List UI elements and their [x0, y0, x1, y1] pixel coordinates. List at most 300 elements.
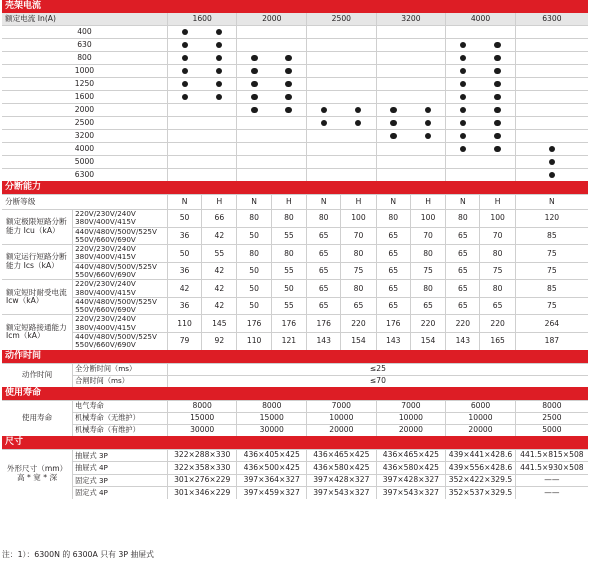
availability-cell — [307, 130, 341, 143]
availability-cell — [341, 91, 376, 104]
dimension-value: 439×556×428.6 — [446, 462, 516, 475]
current-value: 5000 — [2, 156, 167, 169]
availability-cell — [410, 91, 445, 104]
availability-cell — [376, 143, 410, 156]
breaking-value: 80 — [237, 245, 271, 263]
breaking-value: 145 — [202, 315, 237, 333]
availability-cell — [271, 65, 306, 78]
current-value: 1000 — [2, 65, 167, 78]
availability-cell — [446, 65, 480, 78]
dimension-value: 436×580×425 — [376, 462, 446, 475]
frame-size-header: 3200 — [376, 13, 446, 26]
availability-cell — [410, 39, 445, 52]
breaking-value: 70 — [410, 227, 445, 245]
availability-cell — [271, 104, 306, 117]
availability-cell — [202, 91, 237, 104]
availability-cell — [446, 78, 480, 91]
breaking-value: 36 — [167, 227, 201, 245]
breaking-value: 42 — [202, 262, 237, 280]
availability-dot-icon — [494, 94, 501, 101]
availability-cell — [410, 156, 445, 169]
action-row — [2, 363, 588, 375]
availability-cell — [307, 65, 341, 78]
availability-cell — [307, 104, 341, 117]
availability-dot-icon — [460, 81, 467, 88]
availability-cell — [480, 169, 515, 182]
availability-dot-icon — [549, 146, 556, 153]
availability-dot-icon — [494, 68, 501, 75]
dimension-value: 436×500×425 — [237, 462, 307, 475]
breaking-group-label: 额定短时耐受电流 Icw（kA） — [2, 280, 73, 315]
dimension-value: 439×441×428.6 — [446, 449, 516, 462]
availability-dot-icon — [460, 120, 467, 127]
action-value: ≤70 — [167, 375, 588, 387]
availability-dot-icon — [285, 107, 292, 114]
voltage-range: 220V/230V/240V 380V/400V/415V — [73, 210, 168, 228]
breaking-value: 92 — [202, 332, 237, 349]
availability-cell — [237, 65, 271, 78]
availability-dot-icon — [251, 68, 258, 75]
breaking-value: 50 — [237, 280, 271, 298]
availability-cell — [167, 39, 201, 52]
dimension-value: 441.5×930×508 — [515, 462, 588, 475]
availability-dot-icon — [182, 81, 189, 88]
availability-dot-icon — [425, 120, 432, 127]
current-value: 1250 — [2, 78, 167, 91]
availability-dot-icon — [216, 94, 223, 101]
availability-cell — [167, 65, 201, 78]
availability-cell — [480, 143, 515, 156]
breaking-value: 121 — [271, 332, 306, 349]
availability-cell — [515, 52, 588, 65]
breaking-value: 65 — [446, 262, 480, 280]
frame-size-header: 2500 — [307, 13, 377, 26]
availability-cell — [202, 130, 237, 143]
dimension-label — [2, 449, 73, 499]
availability-dot-icon — [355, 120, 362, 127]
availability-cell — [167, 104, 201, 117]
availability-cell — [202, 52, 237, 65]
breaking-value: 50 — [237, 227, 271, 245]
breaking-group-label: 额定短路接通能力 Icm（kA） — [2, 315, 73, 350]
availability-cell — [341, 169, 376, 182]
availability-cell — [446, 39, 480, 52]
availability-cell — [202, 117, 237, 130]
breaking-value: 154 — [341, 332, 376, 349]
current-row — [2, 65, 588, 78]
breaking-value: 80 — [341, 245, 376, 263]
availability-cell — [237, 78, 271, 91]
breaking-value: 220 — [341, 315, 376, 333]
availability-cell — [167, 156, 201, 169]
breaking-row — [2, 262, 588, 280]
frame-size-header: 2000 — [237, 13, 307, 26]
breaking-level-row — [2, 195, 588, 210]
availability-cell — [307, 39, 341, 52]
breaking-value: 176 — [271, 315, 306, 333]
breaking-value: 80 — [341, 280, 376, 298]
current-value: 2500 — [2, 117, 167, 130]
availability-cell — [271, 117, 306, 130]
availability-cell — [515, 169, 588, 182]
current-value: 800 — [2, 52, 167, 65]
current-row — [2, 52, 588, 65]
dimension-label-line1: 外形尺寸（mm） — [6, 464, 68, 474]
dimension-value: 397×543×327 — [307, 487, 377, 499]
current-row — [2, 143, 588, 156]
dimension-item: 抽屉式 4P — [73, 462, 168, 475]
availability-dot-icon — [425, 133, 432, 140]
breaking-value: 65 — [446, 297, 480, 315]
footnote: 注：1）：6300N 的 6300A 只有 3P 抽屉式 — [2, 550, 154, 559]
availability-dot-icon — [494, 81, 501, 88]
availability-cell — [446, 156, 480, 169]
availability-cell — [410, 104, 445, 117]
availability-cell — [307, 117, 341, 130]
availability-cell — [515, 117, 588, 130]
life-row — [2, 400, 588, 412]
availability-cell — [237, 169, 271, 182]
availability-cell — [480, 52, 515, 65]
availability-dot-icon — [182, 68, 189, 75]
breaking-value: 176 — [237, 315, 271, 333]
availability-dot-icon — [216, 55, 223, 62]
life-item: 电气寿命 — [73, 400, 168, 412]
breaking-value: 65 — [446, 280, 480, 298]
breaking-value: 80 — [307, 210, 341, 228]
section-title: 壳架电流 — [2, 0, 588, 13]
availability-dot-icon — [549, 159, 556, 166]
life-value: 15000 — [167, 412, 237, 424]
life-value: 10000 — [307, 412, 377, 424]
availability-cell — [237, 143, 271, 156]
availability-cell — [202, 104, 237, 117]
availability-cell — [480, 104, 515, 117]
current-value: 630 — [2, 39, 167, 52]
section-header — [2, 387, 588, 401]
availability-cell — [202, 26, 237, 39]
life-value: 8000 — [237, 400, 307, 412]
dimension-item: 固定式 3P — [73, 474, 168, 487]
breaking-value: 70 — [341, 227, 376, 245]
frame-size-header: 4000 — [446, 13, 516, 26]
current-row — [2, 91, 588, 104]
voltage-range: 220V/230V/240V 380V/400V/415V — [73, 245, 168, 263]
availability-dot-icon — [494, 146, 501, 153]
current-row — [2, 78, 588, 91]
breaking-value: 143 — [446, 332, 480, 349]
life-value: 30000 — [167, 424, 237, 436]
current-value: 6300 — [2, 169, 167, 182]
breaking-value: 75 — [515, 262, 588, 280]
breaking-level: H — [271, 195, 306, 210]
availability-cell — [446, 52, 480, 65]
breaking-row — [2, 245, 588, 263]
dimension-row — [2, 487, 588, 499]
dimension-value: 397×364×327 — [237, 474, 307, 487]
current-value: 400 — [2, 26, 167, 39]
breaking-value: 75 — [410, 262, 445, 280]
section-header — [2, 181, 588, 195]
availability-cell — [376, 156, 410, 169]
breaking-value: 65 — [376, 262, 410, 280]
breaking-group-label: 额定极限短路分断能力 Icu（kA） — [2, 210, 73, 245]
availability-cell — [167, 26, 201, 39]
dimension-value: 441.5×815×508 — [515, 449, 588, 462]
voltage-range: 440V/480V/500V/525V 550V/660V/690V — [73, 262, 168, 280]
dimension-value: 436×465×425 — [376, 449, 446, 462]
availability-dot-icon — [216, 68, 223, 75]
availability-cell — [410, 130, 445, 143]
availability-dot-icon — [494, 133, 501, 140]
life-value: 20000 — [376, 424, 446, 436]
breaking-value: 65 — [376, 227, 410, 245]
breaking-value: 80 — [376, 210, 410, 228]
availability-cell — [307, 91, 341, 104]
availability-cell — [307, 52, 341, 65]
breaking-value: 55 — [271, 262, 306, 280]
breaking-value: 42 — [202, 280, 237, 298]
breaking-level: H — [480, 195, 515, 210]
dimension-row — [2, 462, 588, 475]
breaking-value: 110 — [237, 332, 271, 349]
availability-cell — [341, 26, 376, 39]
breaking-level: N — [515, 195, 588, 210]
breaking-value: 50 — [237, 297, 271, 315]
breaking-value: 50 — [237, 262, 271, 280]
availability-cell — [271, 39, 306, 52]
breaking-value: 42 — [202, 227, 237, 245]
breaking-level: H — [410, 195, 445, 210]
breaking-value: 75 — [341, 262, 376, 280]
availability-dot-icon — [460, 146, 467, 153]
availability-cell — [307, 143, 341, 156]
availability-cell — [446, 130, 480, 143]
availability-cell — [515, 78, 588, 91]
availability-dot-icon — [285, 68, 292, 75]
breaking-value: 66 — [202, 210, 237, 228]
availability-cell — [376, 26, 410, 39]
availability-cell — [271, 130, 306, 143]
breaking-value: 75 — [480, 262, 515, 280]
breaking-value: 65 — [446, 245, 480, 263]
availability-cell — [410, 26, 445, 39]
availability-cell — [341, 78, 376, 91]
availability-cell — [480, 78, 515, 91]
section-header — [2, 0, 588, 13]
breaking-value: 110 — [167, 315, 201, 333]
availability-dot-icon — [285, 81, 292, 88]
dimension-value: —— — [515, 474, 588, 487]
availability-cell — [341, 130, 376, 143]
action-item: 合闸时间（ms） — [73, 375, 168, 387]
availability-cell — [237, 156, 271, 169]
availability-cell — [480, 39, 515, 52]
availability-cell — [202, 39, 237, 52]
action-value: ≤25 — [167, 363, 588, 375]
breaking-row — [2, 227, 588, 245]
life-item: 机械寿命（有维护） — [73, 424, 168, 436]
dimension-value: 352×422×329.5 — [446, 474, 516, 487]
availability-cell — [376, 78, 410, 91]
breaking-value: 65 — [307, 280, 341, 298]
life-value: 6000 — [446, 400, 516, 412]
dimension-value: 322×358×330 — [167, 462, 237, 475]
breaking-value: 187 — [515, 332, 588, 349]
availability-cell — [480, 91, 515, 104]
availability-dot-icon — [425, 107, 432, 114]
availability-cell — [167, 169, 201, 182]
spec-table — [2, 0, 588, 499]
availability-dot-icon — [285, 94, 292, 101]
breaking-row — [2, 210, 588, 228]
availability-cell — [410, 78, 445, 91]
voltage-range: 440V/480V/500V/525V 550V/660V/690V — [73, 297, 168, 315]
breaking-value: 42 — [167, 280, 201, 298]
breaking-group-label: 额定运行短路分断能力 Ics（kA） — [2, 245, 73, 280]
availability-cell — [237, 130, 271, 143]
availability-cell — [341, 39, 376, 52]
availability-cell — [167, 52, 201, 65]
breaking-value: 154 — [410, 332, 445, 349]
breaking-value: 75 — [515, 245, 588, 263]
section-title: 尺寸 — [2, 436, 588, 450]
availability-dot-icon — [182, 29, 189, 36]
availability-cell — [167, 117, 201, 130]
availability-cell — [446, 117, 480, 130]
availability-cell — [446, 143, 480, 156]
breaking-value: 220 — [480, 315, 515, 333]
breaking-value: 70 — [480, 227, 515, 245]
availability-cell — [410, 169, 445, 182]
action-item: 全分断时间（ms） — [73, 363, 168, 375]
current-row — [2, 169, 588, 182]
life-value: 7000 — [376, 400, 446, 412]
current-value: 2000 — [2, 104, 167, 117]
breaking-value: 42 — [202, 297, 237, 315]
availability-cell — [410, 143, 445, 156]
life-value: 20000 — [446, 424, 516, 436]
availability-dot-icon — [494, 55, 501, 62]
breaking-value: 55 — [271, 297, 306, 315]
breaking-value: 65 — [307, 297, 341, 315]
availability-cell — [307, 26, 341, 39]
breaking-value: 220 — [410, 315, 445, 333]
availability-cell — [167, 78, 201, 91]
breaking-value: 100 — [480, 210, 515, 228]
frame-size-header: 1600 — [167, 13, 237, 26]
life-row — [2, 412, 588, 424]
dimension-label-line2: 高 * 宽 * 深 — [17, 473, 58, 482]
availability-dot-icon — [251, 94, 258, 101]
availability-dot-icon — [182, 55, 189, 62]
breaking-value: 50 — [167, 245, 201, 263]
availability-cell — [376, 65, 410, 78]
availability-dot-icon — [251, 81, 258, 88]
availability-cell — [341, 52, 376, 65]
breaking-row — [2, 315, 588, 333]
availability-cell — [271, 52, 306, 65]
dimension-value: 436×580×425 — [307, 462, 377, 475]
frame-size-header: 6300 — [515, 13, 588, 26]
availability-cell — [446, 26, 480, 39]
availability-dot-icon — [355, 107, 362, 114]
availability-cell — [341, 65, 376, 78]
dimension-item: 抽屉式 3P — [73, 449, 168, 462]
availability-cell — [515, 104, 588, 117]
breaking-value: 55 — [202, 245, 237, 263]
dimension-value: 436×405×425 — [237, 449, 307, 462]
breaking-value: 65 — [376, 245, 410, 263]
voltage-range: 440V/480V/500V/525V 550V/660V/690V — [73, 332, 168, 349]
voltage-range: 220V/230V/240V 380V/400V/415V — [73, 280, 168, 298]
availability-cell — [271, 78, 306, 91]
availability-cell — [202, 65, 237, 78]
voltage-range: 220V/230V/240V 380V/400V/415V — [73, 315, 168, 333]
availability-cell — [515, 130, 588, 143]
availability-cell — [480, 156, 515, 169]
breaking-value: 65 — [307, 227, 341, 245]
availability-cell — [446, 104, 480, 117]
breaking-value: 80 — [410, 280, 445, 298]
action-label: 动作时间 — [2, 363, 73, 387]
availability-cell — [515, 91, 588, 104]
current-value: 3200 — [2, 130, 167, 143]
breaking-row — [2, 280, 588, 298]
breaking-value: 85 — [515, 280, 588, 298]
current-row — [2, 104, 588, 117]
availability-cell — [237, 39, 271, 52]
availability-dot-icon — [182, 42, 189, 49]
availability-cell — [237, 104, 271, 117]
availability-cell — [480, 26, 515, 39]
action-row — [2, 375, 588, 387]
breaking-value: 65 — [307, 245, 341, 263]
availability-cell — [376, 104, 410, 117]
breaking-value: 79 — [167, 332, 201, 349]
section-title: 使用寿命 — [2, 387, 588, 401]
availability-dot-icon — [460, 94, 467, 101]
section-header — [2, 436, 588, 450]
breaking-value: 100 — [410, 210, 445, 228]
availability-cell — [376, 117, 410, 130]
life-value: 5000 — [515, 424, 588, 436]
availability-dot-icon — [549, 172, 556, 179]
breaking-level: N — [307, 195, 341, 210]
availability-cell — [515, 39, 588, 52]
life-value: 2500 — [515, 412, 588, 424]
availability-dot-icon — [321, 107, 328, 114]
current-row — [2, 130, 588, 143]
availability-dot-icon — [460, 133, 467, 140]
spec-sheet — [2, 0, 588, 499]
breaking-value: 65 — [446, 227, 480, 245]
availability-cell — [167, 91, 201, 104]
dimension-value: 397×428×327 — [307, 474, 377, 487]
availability-cell — [341, 143, 376, 156]
breaking-level: N — [237, 195, 271, 210]
availability-cell — [167, 143, 201, 156]
availability-dot-icon — [251, 55, 258, 62]
breaking-value: 120 — [515, 210, 588, 228]
availability-cell — [410, 52, 445, 65]
availability-cell — [237, 26, 271, 39]
availability-dot-icon — [216, 81, 223, 88]
breaking-value: 80 — [446, 210, 480, 228]
dimension-row — [2, 449, 588, 462]
availability-cell — [515, 156, 588, 169]
dimension-value: 397×543×327 — [376, 487, 446, 499]
